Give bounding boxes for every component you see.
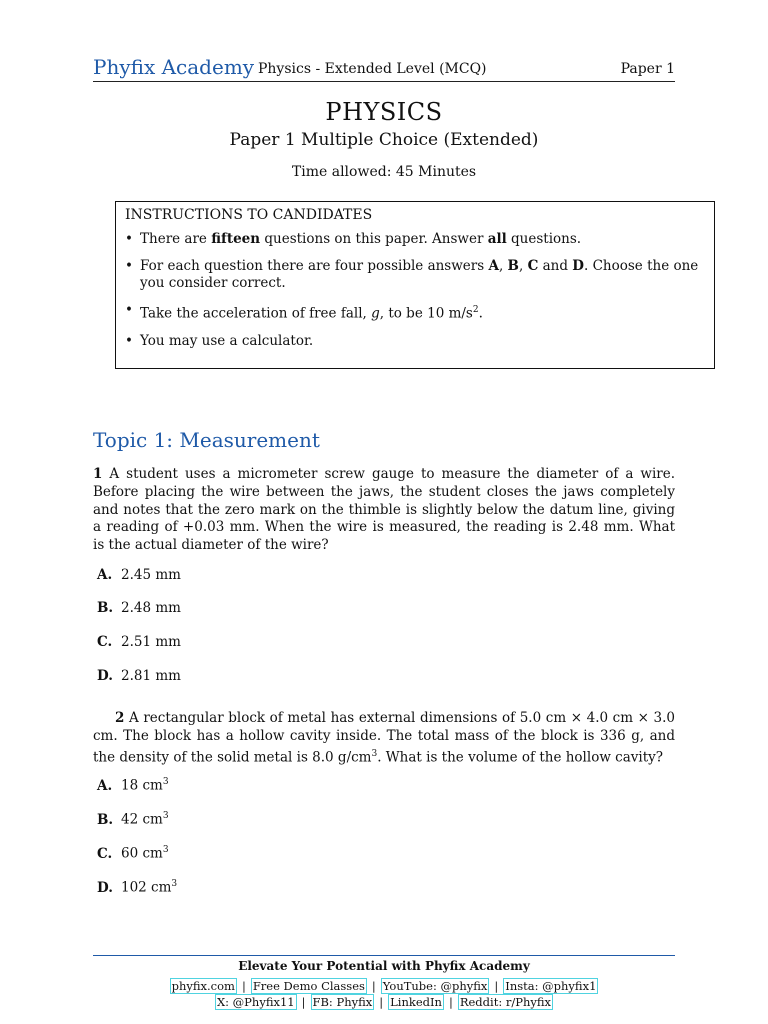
link-facebook[interactable]: FB: Phyfix	[312, 995, 373, 1009]
footer-divider	[93, 955, 675, 956]
question-number: 1	[93, 466, 103, 482]
answer-option-c[interactable]: C. 2.51 mm	[97, 634, 181, 650]
link-linkedin[interactable]: LinkedIn	[390, 995, 442, 1009]
brand-name: Phyfix Academy	[93, 55, 255, 79]
link-reddit[interactable]: Reddit: r/Phyfix	[459, 995, 552, 1009]
page-header	[93, 55, 675, 82]
page-title: PHYSICS	[325, 98, 443, 126]
answer-option-b[interactable]: B. 2.48 mm	[97, 600, 181, 616]
header-paper-number: Paper 1	[620, 61, 675, 77]
question-1	[93, 466, 675, 555]
instruction-item: • Take the acceleration of free fall, g, to be 10 $m/s^2$.	[125, 302, 705, 323]
instructions-list	[125, 231, 705, 350]
answer-option-a[interactable]: A. 18 $cm^3$	[97, 777, 169, 794]
link-x[interactable]: X: @Phyfix11	[216, 995, 295, 1009]
link-free-demo[interactable]: Free Demo Classes	[252, 979, 365, 993]
answer-option-d[interactable]: D. 2.81 mm	[97, 668, 181, 684]
footer-links-row: phyfix.com | Free Demo Classes | YouTube: @phyfix | Insta: @phyfix1	[171, 979, 597, 993]
link-youtube[interactable]: YouTube: @phyfix	[382, 979, 488, 993]
answer-option-d[interactable]: D. 102 $cm^3$	[97, 879, 178, 896]
topic-heading: Topic 1: Measurement	[93, 428, 320, 452]
footer-links-row: X: @Phyfix11 | FB: Phyfix | LinkedIn | Reddit: r/Phyfix	[216, 995, 552, 1009]
instruction-item: • For each question there are four possible answers A, B, C and D. Choose the one you consider correct.	[125, 258, 705, 292]
paper-subtitle: Paper 1 Multiple Choice (Extended)	[229, 130, 539, 150]
question-2: 2 A rectangular block of metal has external dimensions of 5.0 cm × 4.0 cm × 3.0 cm. The block has a hollow cavity inside. The total mass of the block is 336 g, and the density of the solid metal is 8.0 $g/cm^3$. What is the volume of the hollow cavity?	[93, 710, 675, 766]
question-text: A student uses a micrometer screw gauge to measure the diameter of a wire. Before placing the wire between the jaws, the student closes the jaws completely and notes that the zero mark on the thimble is slightly below the datum line, giving a reading of +0.03 mm. When the wire is measured, the reading is 2.48 mm. What is the actual diameter of the wire?	[93, 466, 675, 554]
question-number: 2	[115, 710, 125, 726]
answer-option-c[interactable]: C. 60 $cm^3$	[97, 845, 169, 862]
link-instagram[interactable]: Insta: @phyfix1	[505, 979, 597, 993]
answer-option-b[interactable]: B. 42 $cm^3$	[97, 811, 169, 828]
instructions-box	[115, 201, 715, 369]
instruction-item: • You may use a calculator.	[125, 333, 705, 350]
instructions-heading: INSTRUCTIONS TO CANDIDATES	[125, 207, 373, 223]
answer-option-a[interactable]: A. 2.45 mm	[97, 567, 181, 583]
instruction-item: • There are fifteen questions on this paper. Answer all questions.	[125, 231, 705, 248]
question-text: A rectangular block of metal has external dimensions of 5.0 cm × 4.0 cm × 3.0 cm. The block has a hollow cavity inside. The total mass of the block is 336 g, and the density of the solid metal is 8.0 g/cm	[93, 710, 675, 766]
footer-tagline: Elevate Your Potential with Phyfix Academy	[238, 959, 530, 973]
time-allowed: Time allowed: 45 Minutes	[291, 164, 477, 180]
link-website[interactable]: phyfix.com	[171, 979, 235, 993]
header-subject: Physics - Extended Level (MCQ)	[258, 61, 487, 77]
